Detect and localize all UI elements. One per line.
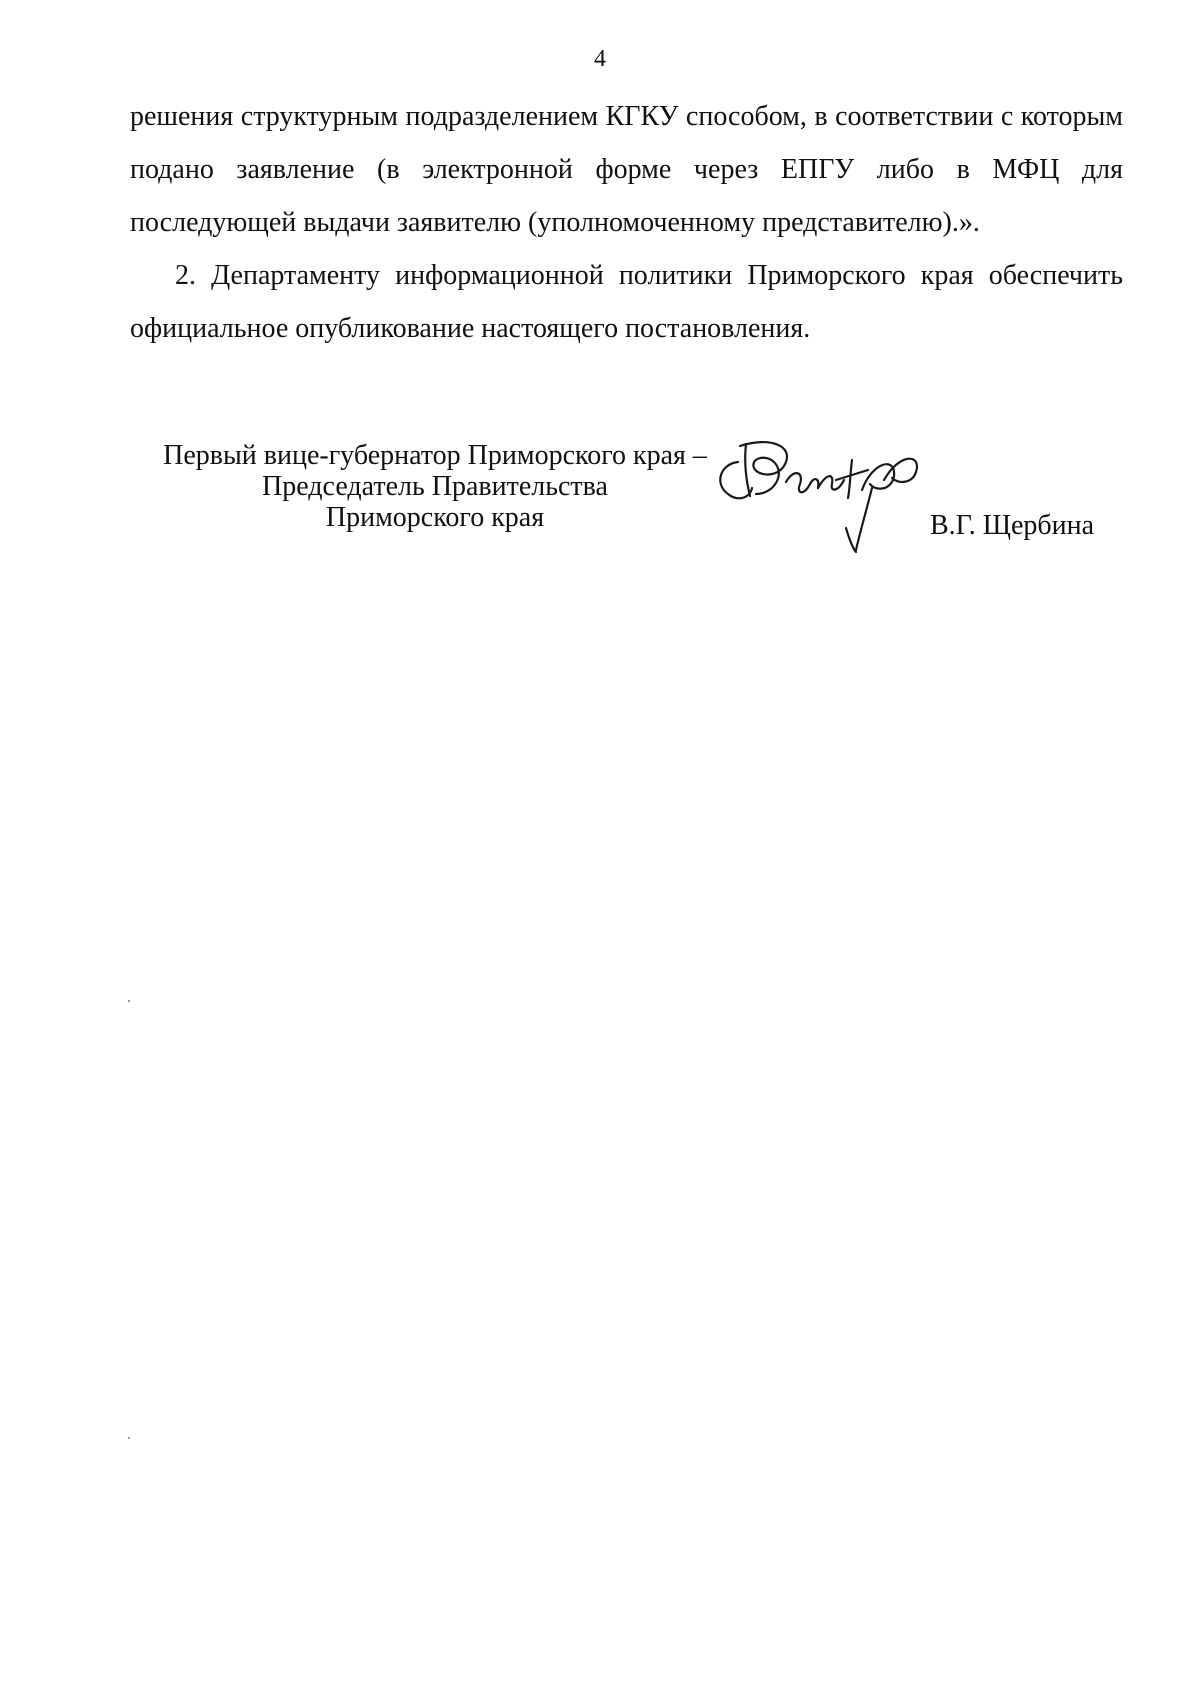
signature-block — [130, 440, 1125, 560]
scan-artifact-dot — [128, 1437, 130, 1439]
handwritten-signature — [700, 432, 940, 567]
scan-artifact-dot — [128, 1000, 130, 1002]
signatory-name: В.Г. Щербина — [930, 510, 1095, 541]
signatory-position — [130, 440, 740, 533]
paragraph-continuation: решения структурным подразделением КГКУ способом, в соответствии с которым подано заявление (в электронной форме через ЕПГУ либо в МФЦ для последующей выдачи заявителю (уполномоченному представителю).». — [130, 101, 1123, 238]
page-number: 4 — [594, 46, 606, 72]
signatory-position-line-2: Председатель Правительства — [262, 471, 608, 502]
paragraph-item-2: 2. Департаменту информационной политики Приморского края обеспечить официальное опубликование настоящего постановления. — [130, 260, 1123, 344]
signatory-position-line-3: Приморского края — [325, 502, 545, 533]
signatory-position-line-1: Первый вице-губернатор Приморского края – — [163, 440, 707, 471]
document-body — [130, 90, 1123, 355]
